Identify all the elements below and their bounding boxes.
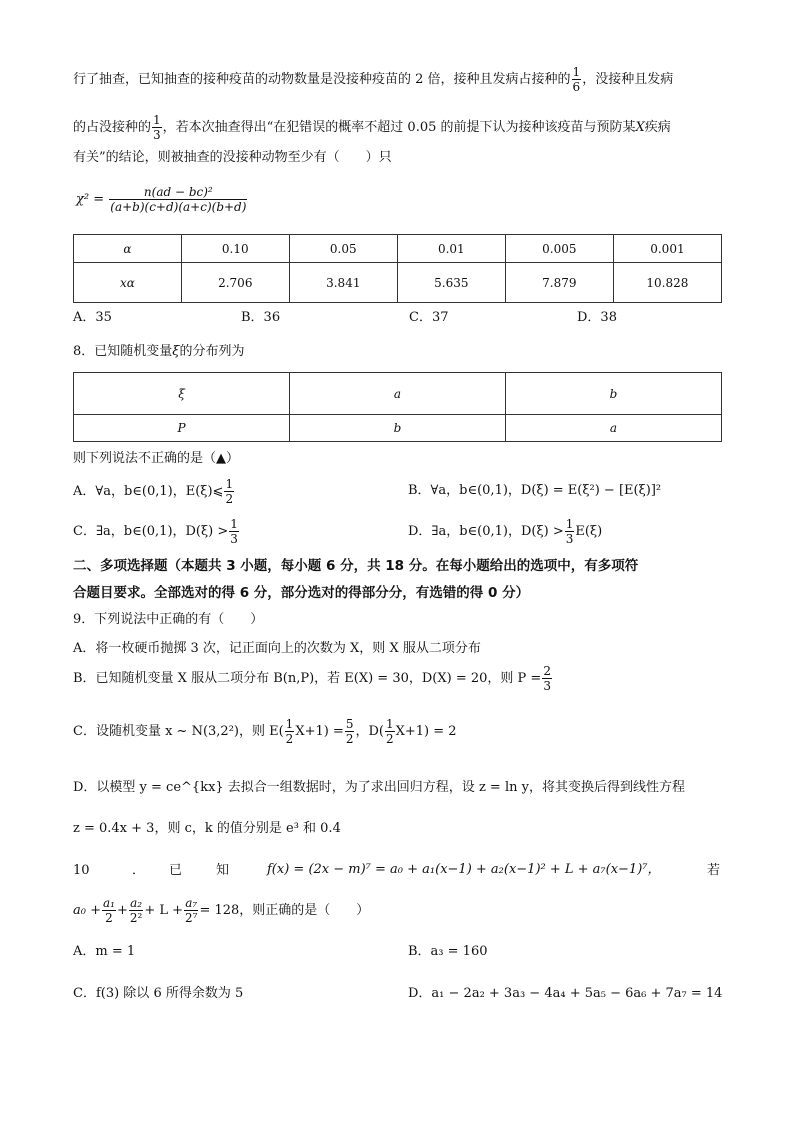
table-cell: ξ xyxy=(74,373,290,415)
q7-line-2-text-c: 疾病 xyxy=(644,120,671,135)
table-cell: b xyxy=(505,373,721,415)
table-row xyxy=(74,263,722,303)
q10-number: 10 xyxy=(73,863,90,878)
q8-option-c[interactable] xyxy=(73,518,240,545)
q7-line-2-text-a: 的占没接种的 xyxy=(73,120,152,135)
fraction-den: 2² xyxy=(129,911,143,925)
q8-stem-var: ξ xyxy=(172,344,180,359)
q10-line-2-a: a₀ + xyxy=(73,903,101,918)
q7-option-a[interactable]: A．35 xyxy=(73,310,112,325)
q8-option-a-text: A．∀a，b∈(0,1)，E(ξ)⩽ xyxy=(73,484,224,499)
fraction-den: 2⁷ xyxy=(185,911,198,925)
distribution-table xyxy=(73,372,722,442)
table-cell: P xyxy=(74,415,290,442)
table-cell: 0.05 xyxy=(289,235,397,263)
table-cell: 7.879 xyxy=(505,263,613,303)
table-cell: α xyxy=(74,235,182,263)
section-heading-line-1: 二、多项选择题（本题共 3 小题，每小题 6 分，共 18 分。在每小题给出的选项中，有多项符 xyxy=(73,558,639,574)
fraction xyxy=(345,718,355,745)
fraction-den: 3 xyxy=(543,679,551,693)
fraction-num: 1 xyxy=(225,477,234,491)
table-cell: 5.635 xyxy=(397,263,505,303)
q9-option-c-text-a: C．设随机变量 x ~ N(3,2²)，则 E( xyxy=(73,724,284,739)
chi-square-formula xyxy=(76,186,248,213)
q7-fraction-2-num: 1 xyxy=(153,113,161,127)
q8-option-d[interactable] xyxy=(408,518,602,545)
section-heading-line-2: 合题目要求。全部选对的得 6 分，部分选对的得部分分，有选错的得 0 分） xyxy=(73,585,530,601)
table-row xyxy=(74,415,722,442)
formula-fraction xyxy=(109,186,247,213)
plus-sign: + xyxy=(116,903,128,918)
fraction-num: a₁ xyxy=(103,896,115,910)
q10-formula: f(x) = (2x − m)⁷ = a₀ + a₁(x−1) + a₂(x−1)² + L + a₇(x−1)⁷， xyxy=(267,862,661,877)
q9-option-b[interactable] xyxy=(73,665,553,692)
q7-line-1-text-a: 行了抽查，已知抽查的接种疫苗的动物数量是没接种疫苗的 2 倍，接种且发病占接种的 xyxy=(73,72,571,87)
q8-option-d-fraction xyxy=(565,518,575,545)
fraction-num: a₇ xyxy=(185,896,198,910)
fraction-den: 2 xyxy=(105,911,113,925)
fraction-num: a₂ xyxy=(130,896,143,910)
q8-option-b[interactable]: B．∀a，b∈(0,1)，D(ξ) = E(ξ²) − [E(ξ)]² xyxy=(408,483,662,498)
q8-option-c-fraction xyxy=(229,518,239,545)
fraction-num: 2 xyxy=(543,664,551,678)
q7-fraction-2-den: 3 xyxy=(153,128,161,142)
table-cell: 0.01 xyxy=(397,235,505,263)
critical-value-table xyxy=(73,234,722,303)
table-cell: b xyxy=(290,415,506,442)
q7-line-1 xyxy=(73,66,673,93)
q10-dot: ． xyxy=(132,863,146,878)
fraction-num: 1 xyxy=(230,517,238,531)
q8-stem xyxy=(73,345,244,358)
q9-option-c[interactable] xyxy=(73,718,457,745)
fraction-den: 2 xyxy=(345,732,354,746)
q7-line-1-text-b: ，没接种且发病 xyxy=(582,72,674,87)
q8-prompt: 则下列说法不正确的是（▲） xyxy=(73,451,239,466)
q10-word-zhi: 知 xyxy=(216,863,230,878)
table-cell: 3.841 xyxy=(289,263,397,303)
table-cell: a xyxy=(505,415,721,442)
q7-line-2-text-b: ，若本次抽查得出“在犯错误的概率不超过 0.05 的前提下认为接种该疫苗与预防某 xyxy=(162,120,636,135)
q8-option-a[interactable] xyxy=(73,478,235,505)
q9-option-b-fraction xyxy=(542,665,552,692)
q7-fraction-2 xyxy=(152,114,162,141)
q9-option-a[interactable]: A．将一枚硬币抛掷 3 次，记正面向上的次数为 X，则 X 服从二项分布 xyxy=(73,641,481,656)
ellipsis-term: + L + xyxy=(144,903,184,918)
q10-word-yi: 已 xyxy=(169,863,183,878)
table-cell: 2.706 xyxy=(181,263,289,303)
q7-line-3: 有关”的结论，则被抽查的没接种动物至少有（ ）只 xyxy=(73,150,392,165)
fraction-den: 3 xyxy=(230,532,238,546)
table-row xyxy=(74,373,722,415)
q10-option-d[interactable]: D．a₁ − 2a₂ + 3a₃ − 4a₄ + 5a₅ − 6a₆ + 7a₇ = 14 xyxy=(408,986,723,1001)
fraction xyxy=(285,718,295,745)
q7-fraction-1 xyxy=(572,66,582,93)
fraction-num: 1 xyxy=(385,717,394,731)
q7-option-b[interactable]: B．36 xyxy=(241,310,281,325)
q8-option-a-fraction xyxy=(224,478,234,505)
q7-fraction-1-num: 1 xyxy=(572,65,581,79)
q10-word-ruo: 若 xyxy=(707,863,721,878)
q9-option-d-line-2: z = 0.4x + 3，则 c，k 的值分别是 e³ 和 0.4 xyxy=(73,821,341,836)
q10-option-a[interactable]: A．m = 1 xyxy=(73,944,136,959)
fraction-den: 2 xyxy=(285,732,294,746)
fraction-num: 5 xyxy=(345,717,354,731)
q9-option-c-text-d: X+1) = 2 xyxy=(395,724,457,739)
q8-stem-text-a: 8．已知随机变量 xyxy=(73,344,173,359)
fraction-den: 2 xyxy=(385,732,394,746)
table-cell: 0.005 xyxy=(505,235,613,263)
q9-stem: 9．下列说法中正确的有（ ） xyxy=(73,612,264,627)
q7-fraction-1-den: 6 xyxy=(572,80,581,94)
table-cell: a xyxy=(290,373,506,415)
fraction-num: 1 xyxy=(285,717,294,731)
q7-line-2 xyxy=(73,114,671,141)
q8-option-d-text: D．∃a，b∈(0,1)，D(ξ) > xyxy=(408,524,564,539)
fraction xyxy=(184,897,198,924)
q10-option-b[interactable]: B．a₃ = 160 xyxy=(408,944,488,959)
q7-line-2-var: X xyxy=(635,120,645,135)
q8-option-c-text: C．∃a，b∈(0,1)，D(ξ) > xyxy=(73,524,229,539)
fraction xyxy=(102,897,116,924)
table-cell: 0.001 xyxy=(613,235,721,263)
q8-option-d-tail: E(ξ) xyxy=(575,524,603,539)
q7-option-d[interactable]: D．38 xyxy=(577,310,617,325)
q9-option-b-text: B．已知随机变量 X 服从二项分布 B(n,P)，若 E(X) = 30，D(X) = 20，则 P = xyxy=(73,671,542,686)
q10-option-c[interactable]: C．f(3) 除以 6 所得余数为 5 xyxy=(73,986,244,1001)
table-cell: 10.828 xyxy=(613,263,721,303)
formula-lhs: χ² = xyxy=(76,192,105,207)
fraction-den: 2 xyxy=(225,492,234,506)
fraction xyxy=(385,718,395,745)
q8-stem-text-b: 的分布列为 xyxy=(179,344,245,359)
table-header-row xyxy=(74,235,722,263)
table-cell: 0.10 xyxy=(181,235,289,263)
q10-line-2 xyxy=(73,897,369,924)
q7-option-c[interactable]: C．37 xyxy=(409,310,449,325)
fraction xyxy=(129,897,143,924)
q9-option-c-text-c: ，D( xyxy=(355,724,384,739)
table-cell: xα xyxy=(74,263,182,303)
formula-numerator: n(ad − bc)² xyxy=(109,186,247,200)
formula-denominator: (a+b)(c+d)(a+c)(b+d) xyxy=(110,200,247,214)
fraction-num: 1 xyxy=(565,517,574,531)
fraction-den: 3 xyxy=(565,532,574,546)
q9-option-d-line-1[interactable]: D．以模型 y = ce^{kx} 去拟合一组数据时，为了求出回归方程，设 z = ln y，将其变换后得到线性方程 xyxy=(73,780,685,795)
q9-option-c-text-b: X+1) = xyxy=(295,724,344,739)
q10-line-2-b: = 128，则正确的是（ ） xyxy=(199,903,370,918)
